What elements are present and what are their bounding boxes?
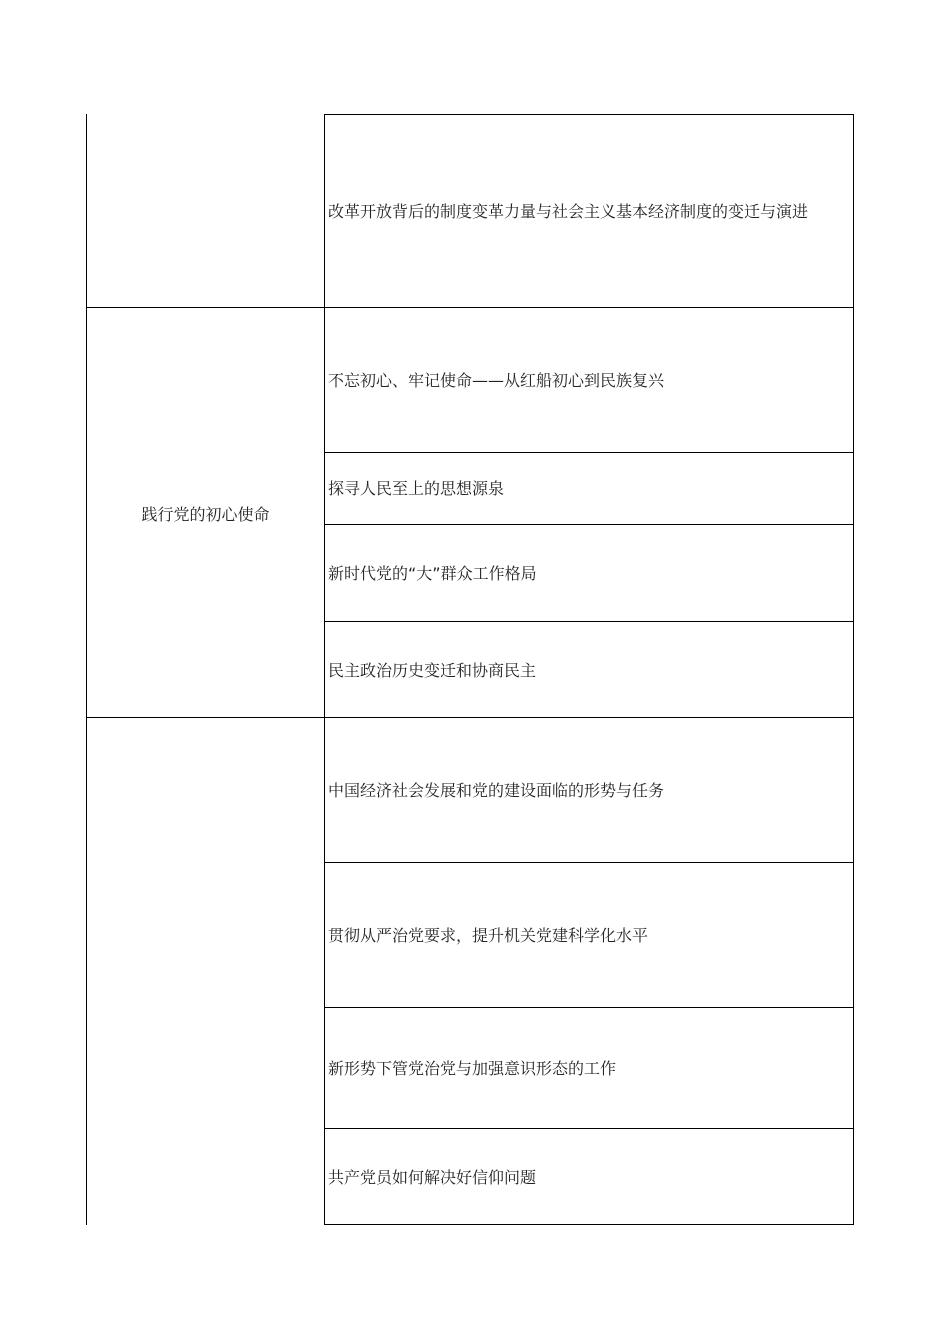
topic-cell: 共产党员如何解决好信仰问题 <box>328 1168 537 1187</box>
topic-cell: 民主政治历史变迁和协商民主 <box>328 661 537 680</box>
topic-cell: 贯彻从严治党要求，提升机关党建科学化水平 <box>328 926 649 945</box>
group-border-1 <box>86 307 854 308</box>
category-cell: 践行党的初心使命 <box>141 505 270 524</box>
topic-cell: 改革开放背后的制度变革力量与社会主义基本经济制度的变迁与演进 <box>328 202 809 221</box>
row-border <box>324 621 854 622</box>
topic-cell: 不忘初心、牢记使命——从红船初心到民族复兴 <box>328 371 665 390</box>
row-border-top <box>324 114 854 115</box>
row-border <box>324 524 854 525</box>
table-right-border <box>853 114 854 1225</box>
table-column-divider <box>324 114 325 1225</box>
topic-cell: 新时代党的“大”群众工作格局 <box>328 564 537 583</box>
row-border <box>324 1128 854 1129</box>
row-border <box>324 1007 854 1008</box>
group-border-2 <box>86 717 854 718</box>
row-border <box>324 862 854 863</box>
table-left-border <box>86 114 87 1225</box>
row-border-bottom <box>324 1224 854 1225</box>
row-border <box>324 452 854 453</box>
topic-cell: 探寻人民至上的思想源泉 <box>328 479 505 498</box>
topic-cell: 中国经济社会发展和党的建设面临的形势与任务 <box>328 781 665 800</box>
topic-cell: 新形势下管党治党与加强意识形态的工作 <box>328 1059 617 1078</box>
